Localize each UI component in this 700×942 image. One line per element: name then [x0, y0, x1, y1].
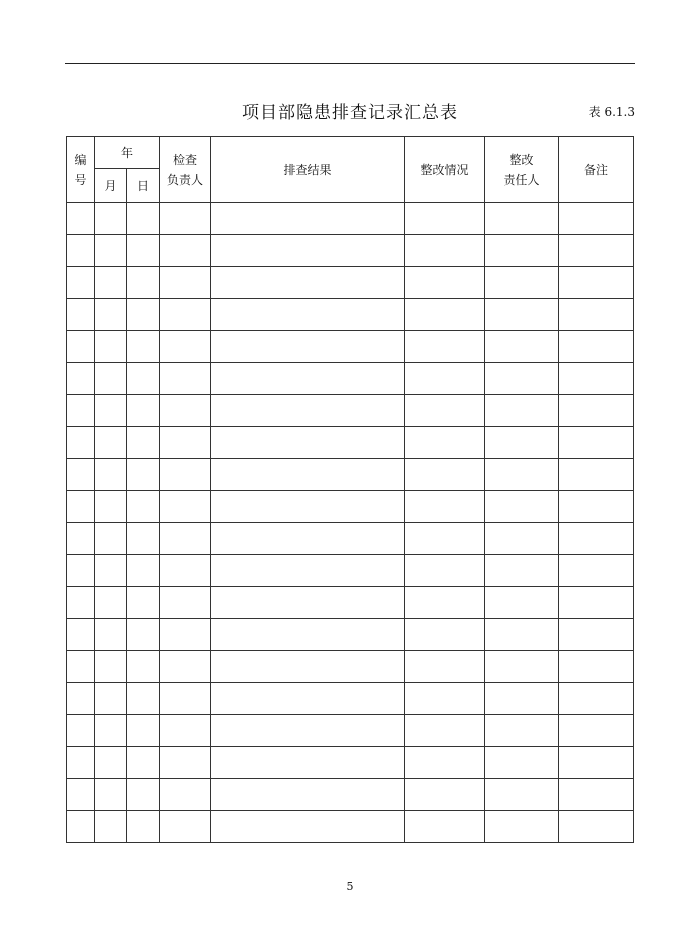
cell-remarks	[559, 395, 634, 427]
cell-rectification	[405, 651, 485, 683]
cell-number	[67, 459, 95, 491]
cell-responsible	[485, 203, 559, 235]
cell-day	[127, 779, 160, 811]
header-year: 年	[95, 137, 160, 169]
cell-month	[95, 811, 127, 843]
cell-day	[127, 363, 160, 395]
cell-responsible	[485, 459, 559, 491]
cell-inspector	[160, 683, 211, 715]
cell-remarks	[559, 299, 634, 331]
cell-day	[127, 331, 160, 363]
cell-responsible	[485, 619, 559, 651]
cell-number	[67, 491, 95, 523]
table-row	[67, 587, 634, 619]
cell-rectification	[405, 619, 485, 651]
cell-rectification	[405, 427, 485, 459]
cell-result	[211, 619, 405, 651]
cell-number	[67, 395, 95, 427]
header-rectification: 整改情况	[405, 137, 485, 203]
cell-inspector	[160, 811, 211, 843]
header-rule	[65, 63, 635, 64]
cell-responsible	[485, 555, 559, 587]
cell-remarks	[559, 619, 634, 651]
cell-day	[127, 651, 160, 683]
cell-inspector	[160, 299, 211, 331]
header-day: 日	[127, 169, 160, 203]
cell-number	[67, 619, 95, 651]
cell-result	[211, 779, 405, 811]
cell-rectification	[405, 523, 485, 555]
cell-rectification	[405, 587, 485, 619]
cell-remarks	[559, 235, 634, 267]
cell-rectification	[405, 747, 485, 779]
cell-month	[95, 491, 127, 523]
cell-day	[127, 203, 160, 235]
table-row	[67, 267, 634, 299]
cell-responsible	[485, 331, 559, 363]
cell-responsible	[485, 779, 559, 811]
cell-responsible	[485, 683, 559, 715]
cell-result	[211, 427, 405, 459]
table-row	[67, 523, 634, 555]
table-row	[67, 619, 634, 651]
cell-remarks	[559, 331, 634, 363]
cell-responsible	[485, 587, 559, 619]
cell-number	[67, 331, 95, 363]
cell-result	[211, 395, 405, 427]
header-row	[67, 137, 634, 169]
cell-responsible	[485, 267, 559, 299]
cell-day	[127, 395, 160, 427]
cell-responsible	[485, 811, 559, 843]
table-row	[67, 779, 634, 811]
cell-number	[67, 235, 95, 267]
table-number: 表 6.1.3	[588, 105, 635, 119]
table-row	[67, 651, 634, 683]
cell-rectification	[405, 267, 485, 299]
table-row	[67, 235, 634, 267]
cell-day	[127, 427, 160, 459]
cell-inspector	[160, 779, 211, 811]
cell-responsible	[485, 395, 559, 427]
cell-day	[127, 555, 160, 587]
cell-month	[95, 555, 127, 587]
cell-number	[67, 747, 95, 779]
cell-rectification	[405, 715, 485, 747]
cell-rectification	[405, 363, 485, 395]
cell-inspector	[160, 587, 211, 619]
cell-inspector	[160, 235, 211, 267]
cell-rectification	[405, 811, 485, 843]
cell-number	[67, 363, 95, 395]
cell-result	[211, 747, 405, 779]
cell-responsible	[485, 747, 559, 779]
table-row	[67, 427, 634, 459]
cell-result	[211, 203, 405, 235]
header-remarks: 备注	[559, 137, 634, 203]
table-row	[67, 747, 634, 779]
cell-remarks	[559, 427, 634, 459]
cell-result	[211, 715, 405, 747]
cell-remarks	[559, 363, 634, 395]
cell-responsible	[485, 651, 559, 683]
cell-remarks	[559, 747, 634, 779]
cell-month	[95, 747, 127, 779]
cell-month	[95, 267, 127, 299]
cell-number	[67, 523, 95, 555]
table-row	[67, 363, 634, 395]
table-row	[67, 203, 634, 235]
cell-result	[211, 811, 405, 843]
cell-remarks	[559, 651, 634, 683]
cell-rectification	[405, 491, 485, 523]
cell-month	[95, 619, 127, 651]
cell-responsible	[485, 715, 559, 747]
header-responsible: 整改 责任人	[485, 137, 559, 203]
cell-number	[67, 811, 95, 843]
cell-responsible	[485, 235, 559, 267]
cell-remarks	[559, 459, 634, 491]
cell-remarks	[559, 555, 634, 587]
cell-remarks	[559, 715, 634, 747]
cell-result	[211, 459, 405, 491]
header-number: 编 号	[67, 137, 95, 203]
cell-inspector	[160, 555, 211, 587]
cell-number	[67, 555, 95, 587]
cell-inspector	[160, 395, 211, 427]
cell-number	[67, 299, 95, 331]
cell-month	[95, 427, 127, 459]
cell-month	[95, 587, 127, 619]
cell-inspector	[160, 523, 211, 555]
cell-month	[95, 651, 127, 683]
cell-result	[211, 331, 405, 363]
table-row	[67, 395, 634, 427]
cell-rectification	[405, 459, 485, 491]
header-inspector: 检查 负责人	[160, 137, 211, 203]
cell-remarks	[559, 683, 634, 715]
table-row	[67, 683, 634, 715]
cell-inspector	[160, 747, 211, 779]
table-row	[67, 811, 634, 843]
cell-inspector	[160, 267, 211, 299]
cell-number	[67, 779, 95, 811]
cell-remarks	[559, 203, 634, 235]
cell-result	[211, 587, 405, 619]
cell-day	[127, 619, 160, 651]
cell-day	[127, 267, 160, 299]
cell-rectification	[405, 779, 485, 811]
cell-month	[95, 203, 127, 235]
cell-month	[95, 523, 127, 555]
cell-month	[95, 235, 127, 267]
cell-month	[95, 683, 127, 715]
cell-month	[95, 299, 127, 331]
cell-day	[127, 683, 160, 715]
cell-month	[95, 331, 127, 363]
summary-table	[66, 136, 634, 843]
cell-result	[211, 651, 405, 683]
cell-day	[127, 491, 160, 523]
cell-rectification	[405, 203, 485, 235]
cell-responsible	[485, 299, 559, 331]
cell-number	[67, 651, 95, 683]
cell-result	[211, 491, 405, 523]
cell-inspector	[160, 203, 211, 235]
cell-inspector	[160, 363, 211, 395]
cell-inspector	[160, 491, 211, 523]
cell-day	[127, 587, 160, 619]
cell-number	[67, 683, 95, 715]
cell-day	[127, 459, 160, 491]
cell-remarks	[559, 267, 634, 299]
cell-number	[67, 267, 95, 299]
cell-inspector	[160, 331, 211, 363]
cell-day	[127, 811, 160, 843]
cell-month	[95, 459, 127, 491]
cell-result	[211, 267, 405, 299]
header-result: 排查结果	[211, 137, 405, 203]
cell-number	[67, 715, 95, 747]
table-row	[67, 491, 634, 523]
cell-result	[211, 555, 405, 587]
cell-inspector	[160, 427, 211, 459]
cell-month	[95, 363, 127, 395]
document-title: 项目部隐患排查记录汇总表	[242, 103, 458, 123]
cell-result	[211, 363, 405, 395]
cell-result	[211, 235, 405, 267]
header-month: 月	[95, 169, 127, 203]
table-row	[67, 715, 634, 747]
cell-responsible	[485, 427, 559, 459]
cell-remarks	[559, 811, 634, 843]
cell-month	[95, 715, 127, 747]
cell-remarks	[559, 491, 634, 523]
cell-day	[127, 747, 160, 779]
cell-number	[67, 203, 95, 235]
cell-number	[67, 427, 95, 459]
cell-rectification	[405, 683, 485, 715]
table-row	[67, 459, 634, 491]
cell-number	[67, 587, 95, 619]
cell-month	[95, 779, 127, 811]
cell-day	[127, 523, 160, 555]
page-number: 5	[346, 880, 354, 893]
cell-rectification	[405, 331, 485, 363]
cell-inspector	[160, 715, 211, 747]
table-row	[67, 331, 634, 363]
table-row	[67, 299, 634, 331]
cell-inspector	[160, 619, 211, 651]
cell-rectification	[405, 235, 485, 267]
cell-remarks	[559, 523, 634, 555]
cell-remarks	[559, 779, 634, 811]
cell-responsible	[485, 363, 559, 395]
cell-rectification	[405, 299, 485, 331]
cell-day	[127, 235, 160, 267]
cell-inspector	[160, 651, 211, 683]
cell-remarks	[559, 587, 634, 619]
cell-responsible	[485, 491, 559, 523]
cell-day	[127, 715, 160, 747]
cell-month	[95, 395, 127, 427]
cell-result	[211, 299, 405, 331]
cell-result	[211, 523, 405, 555]
cell-rectification	[405, 395, 485, 427]
cell-rectification	[405, 555, 485, 587]
cell-inspector	[160, 459, 211, 491]
cell-responsible	[485, 523, 559, 555]
table-row	[67, 555, 634, 587]
cell-result	[211, 683, 405, 715]
cell-day	[127, 299, 160, 331]
